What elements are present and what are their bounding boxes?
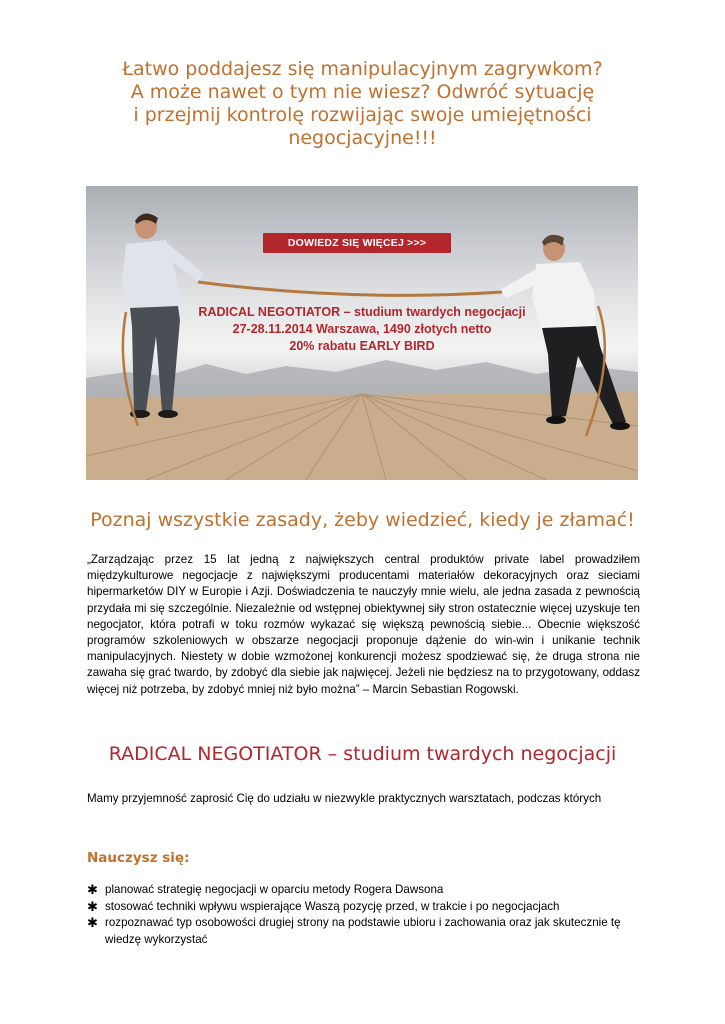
- promo-title: RADICAL NEGOTIATOR – studium twardych negocjacji: [198, 305, 526, 319]
- intro-heading: [0, 58, 725, 150]
- learn-more-button[interactable]: DOWIEDZ SIĘ WIĘCEJ >>>: [263, 233, 451, 253]
- intro-line: Łatwo poddajesz się manipulacyjnym zagrywkom?: [122, 58, 603, 80]
- star-bullet-icon: ✱: [87, 898, 98, 914]
- star-bullet-icon: ✱: [87, 882, 98, 897]
- course-title: RADICAL NEGOTIATOR – studium twardych negocjacji: [108, 743, 617, 765]
- intro-line: i przejmij kontrolę rozwijając swoje umiejętności: [133, 104, 592, 126]
- invite-text: Mamy przyjemność zaprosić Cię do udziału w niezwykle praktycznych warsztatach, podczas których: [87, 792, 602, 805]
- intro-line: A może nawet o tym nie wiesz? Odwróć sytuację: [130, 81, 595, 103]
- list-item: [87, 882, 647, 899]
- promo-discount: 20% rabatu EARLY BIRD: [289, 339, 435, 353]
- list-item-text: rozpoznawać typ osobowości drugiej strony na podstawie ubioru i zachowania oraz jak skutecznie tę wiedzę wykorzystać: [105, 916, 621, 946]
- promo-date: 27-28.11.2014 Warszawa, 1490 złotych netto: [232, 322, 492, 336]
- intro-line: negocjacyjne!!!: [288, 127, 437, 149]
- skills-list: [87, 882, 647, 948]
- learn-heading: Nauczysz się:: [87, 850, 190, 866]
- promo-banner[interactable]: [86, 186, 638, 480]
- rope: [198, 282, 502, 295]
- list-item: [87, 899, 647, 916]
- testimonial-quote: „Zarządzając przez 15 lat jedną z największych central produktów private label prowadziłem międzykulturowe negocjacje z największymi producentami materiałów dekoracyjnych oraz sieciami hipermarketów DIY w Europie i Azji. Doświadczenia te nauczyły mnie wielu, ale jedna zasada z pewnością przydała mi się szczególnie. Niezależnie od wstępnej obiektywnej siły stron ostatecznie więcej uzyskuje ten negocjator, która potrafi w toku rozmów wykazać się większą pewnością siebie... Obecnie większość programów szkoleniowych w obszarze negocjacji proponuje dążenie do win-win i unikanie technik manipulacyjnych. Niestety w dobie wzmożonej konkurencji możesz spodziewać się, że druga strona nie zawaha się grać twardo, by zdobyć dla siebie jak najwięcej. Jeżeli nie będziesz na to przygotowany, oddasz więcej niż potrzeba, by zdobyć mniej niż było można” – Marcin Sebastian Rogowski.: [87, 553, 640, 696]
- list-item-text: stosować techniki wpływu wspierające Waszą pozycję przed, w trakcie i po negocjacjach: [105, 899, 560, 913]
- promo-text: [176, 304, 548, 355]
- list-item: [87, 915, 647, 948]
- list-item-text: planować strategię negocjacji w oparciu metody Rogera Dawsona: [105, 883, 444, 896]
- star-bullet-icon: ✱: [87, 915, 98, 930]
- section-heading: Poznaj wszystkie zasady, żeby wiedzieć, kiedy je złamać!: [90, 509, 635, 531]
